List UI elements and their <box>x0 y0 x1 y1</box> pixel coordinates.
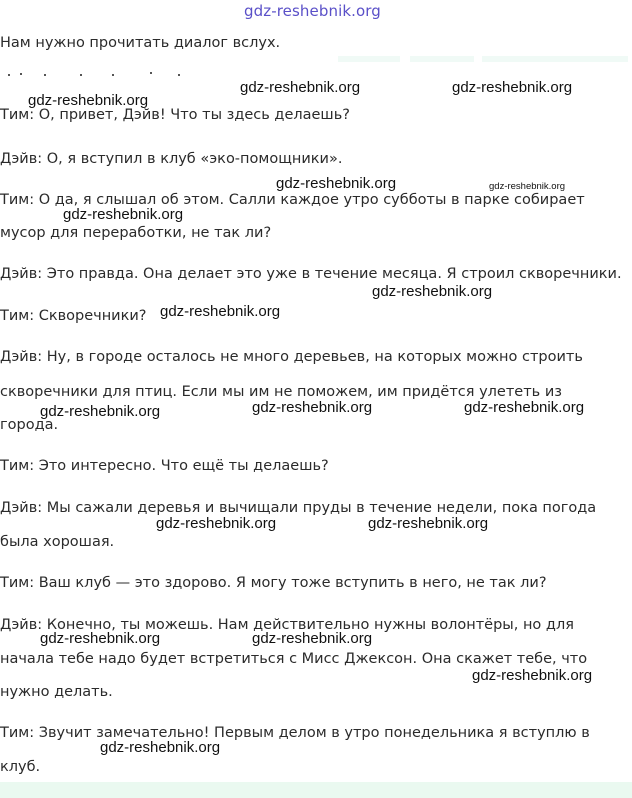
text-line: Дэйв: Это правда. Она делает это уже в течение месяца. Я строил скворечники. <box>0 266 622 282</box>
text-line: нужно делать. <box>0 684 113 700</box>
text-line: начала тебе надо будет встретиться с Мисс Джексон. Она скажет тебе, что <box>0 651 588 667</box>
cut-off-text-line <box>0 70 200 78</box>
watermark: gdz-reshebnik.org <box>40 403 161 420</box>
watermark: gdz-reshebnik.org <box>28 92 149 109</box>
bottom-strip <box>0 782 632 798</box>
text-line: Тим: О, привет, Дэйв! Что ты здесь делаешь? <box>0 107 350 123</box>
watermark: gdz-reshebnik.org <box>489 181 566 192</box>
text-line: была хорошая. <box>0 534 115 550</box>
text-line: мусор для переработки, не так ли? <box>0 225 272 241</box>
text-line: Тим: О да, я слышал об этом. Салли каждое утро субботы в парке собирает <box>0 192 585 208</box>
text-line: Дэйв: Ну, в городе осталось не много деревьев, на которых можно строить <box>0 349 583 365</box>
text-line: Дэйв: О, я вступил в клуб «эко-помощники». <box>0 151 343 167</box>
watermark: gdz-reshebnik.org <box>464 399 585 416</box>
watermark: gdz-reshebnik.org <box>368 515 489 532</box>
watermark-top: gdz-reshebnik.org <box>244 2 381 20</box>
faint-bar <box>482 56 628 62</box>
text-line: Нам нужно прочитать диалог вслух. <box>0 35 281 51</box>
text-line: клуб. <box>0 759 41 775</box>
text-line: города. <box>0 417 59 433</box>
watermark: gdz-reshebnik.org <box>252 399 373 416</box>
text-line: Тим: Скворечники? <box>0 308 147 324</box>
text-line: скворечники для птиц. Если мы им не поможем, им придётся улететь из <box>0 384 562 400</box>
watermark: gdz-reshebnik.org <box>372 283 493 300</box>
watermark: gdz-reshebnik.org <box>63 206 184 223</box>
faint-bar <box>338 56 400 62</box>
watermark: gdz-reshebnik.org <box>452 79 573 96</box>
watermark: gdz-reshebnik.org <box>472 667 593 684</box>
watermark: gdz-reshebnik.org <box>160 303 281 320</box>
watermark: gdz-reshebnik.org <box>40 630 161 647</box>
text-line: Тим: Ваш клуб — это здорово. Я могу тоже вступить в него, не так ли? <box>0 575 547 591</box>
text-line: Дэйв: Мы сажали деревья и вычищали пруды в течение недели, пока погода <box>0 500 597 516</box>
text-line: Дэйв: Конечно, ты можешь. Нам действительно нужны волонтёры, но для <box>0 617 574 633</box>
watermark: gdz-reshebnik.org <box>276 175 397 192</box>
watermark: gdz-reshebnik.org <box>240 79 361 96</box>
text-line: Тим: Звучит замечательно! Первым делом в утро понедельника я вступлю в <box>0 725 590 741</box>
watermark: gdz-reshebnik.org <box>156 515 277 532</box>
watermark: gdz-reshebnik.org <box>252 630 373 647</box>
text-line: Тим: Это интересно. Что ещё ты делаешь? <box>0 458 329 474</box>
watermark: gdz-reshebnik.org <box>100 739 221 756</box>
faint-bar <box>410 56 474 62</box>
